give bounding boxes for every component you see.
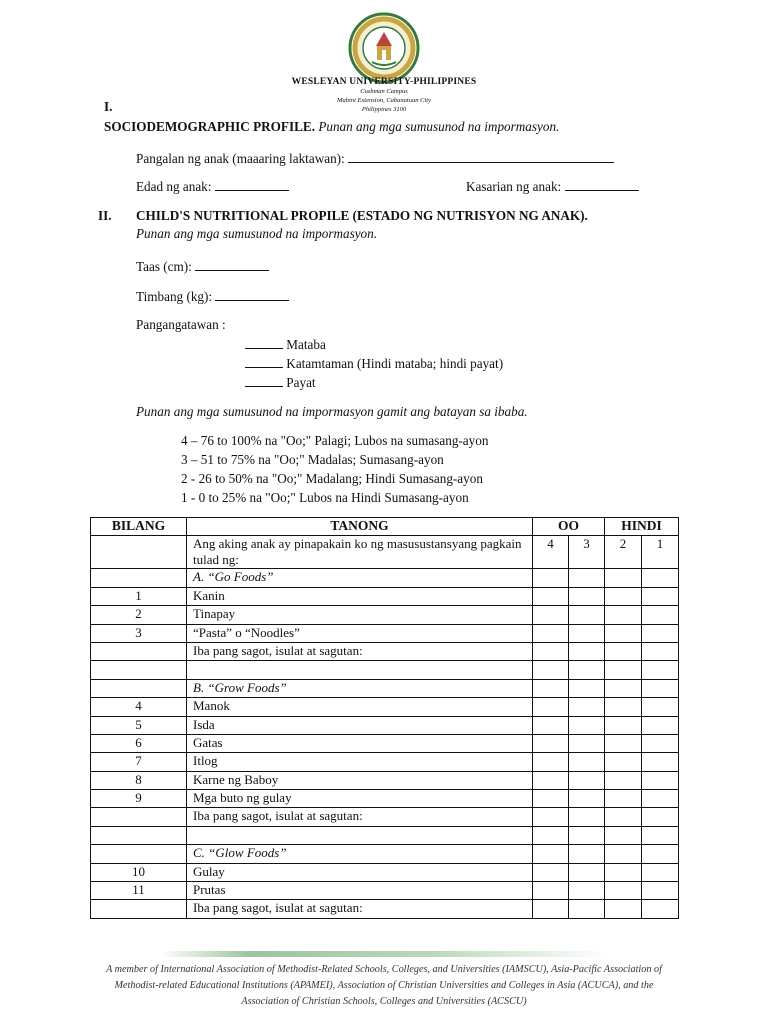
answer-cell[interactable] (569, 790, 605, 808)
height-field (136, 258, 269, 275)
table-cell[interactable] (187, 661, 533, 679)
answer-cell[interactable] (605, 698, 642, 716)
answer-cell[interactable] (605, 587, 642, 605)
answer-cell[interactable] (605, 606, 642, 624)
table-row (91, 624, 679, 642)
table-row (91, 716, 679, 734)
answer-cell[interactable] (569, 808, 605, 826)
row-question: Manok (187, 698, 533, 716)
row-question: Karne ng Baboy (187, 771, 533, 789)
answer-cell[interactable] (605, 734, 642, 752)
category-label: C. “Glow Foods” (187, 845, 533, 863)
section-1-title: SOCIODEMOGRAPHIC PROFILE. (104, 119, 316, 134)
table-row (91, 587, 679, 605)
body-option-label: Katamtaman (Hindi mataba; hindi payat) (286, 356, 504, 371)
table-cell (91, 569, 187, 587)
table-cell[interactable] (91, 661, 187, 679)
child-name-field (136, 150, 614, 167)
answer-cell[interactable] (569, 569, 605, 587)
answer-cell[interactable] (642, 863, 679, 881)
row-question: Itlog (187, 753, 533, 771)
answer-cell[interactable] (533, 679, 569, 697)
answer-cell[interactable] (605, 790, 642, 808)
answer-cell[interactable] (569, 716, 605, 734)
answer-cell[interactable] (605, 771, 642, 789)
answer-cell[interactable] (569, 624, 605, 642)
other-answer-label: Iba pang sagot, isulat at sagutan: (187, 808, 533, 826)
table-cell (91, 808, 187, 826)
table-cell (91, 642, 187, 660)
row-question: “Pasta” o “Noodles” (187, 624, 533, 642)
row-question: Gatas (187, 734, 533, 752)
table-row (91, 698, 679, 716)
answer-cell[interactable] (642, 679, 679, 697)
nutrition-survey-table (90, 517, 679, 919)
row-number: 3 (91, 624, 187, 642)
body-option-blank[interactable] (245, 336, 283, 349)
answer-cell[interactable] (642, 642, 679, 660)
category-row (91, 845, 679, 863)
answer-cell[interactable] (642, 753, 679, 771)
scale-item-2: 2 - 26 to 50% na "Oo;" Madalang; Hindi Sumasang-ayon (181, 471, 483, 486)
row-question: Tinapay (187, 606, 533, 624)
answer-cell[interactable] (605, 569, 642, 587)
row-question: Kanin (187, 587, 533, 605)
header-oo: OO (533, 518, 605, 536)
answer-cell[interactable] (533, 716, 569, 734)
scale-value-1: 1 (642, 536, 679, 569)
answer-cell[interactable] (533, 845, 569, 863)
answer-cell[interactable] (605, 808, 642, 826)
table-row (91, 753, 679, 771)
scale-value-3: 3 (569, 536, 605, 569)
answer-cell[interactable] (533, 771, 569, 789)
age-blank[interactable] (215, 178, 289, 191)
category-label: A. “Go Foods” (187, 569, 533, 587)
intro-text: Ang aking anak ay pinapakain ko ng masusustansyang pagkain tulad ng: (187, 536, 533, 569)
table-cell (91, 679, 187, 697)
answer-cell[interactable] (642, 587, 679, 605)
row-number: 8 (91, 771, 187, 789)
answer-cell[interactable] (533, 753, 569, 771)
row-question: Prutas (187, 882, 533, 900)
other-answer-label: Iba pang sagot, isulat at sagutan: (187, 642, 533, 660)
answer-cell[interactable] (569, 606, 605, 624)
answer-cell[interactable] (605, 642, 642, 660)
answer-cell[interactable] (569, 642, 605, 660)
answer-cell[interactable] (533, 624, 569, 642)
scale-value-2: 2 (605, 536, 642, 569)
weight-blank[interactable] (215, 288, 289, 301)
category-label: B. “Grow Foods” (187, 679, 533, 697)
body-option-blank[interactable] (245, 374, 283, 387)
body-option-katamtaman (245, 355, 503, 372)
answer-cell[interactable] (642, 771, 679, 789)
table-cell[interactable] (187, 826, 533, 844)
table-cell (91, 536, 187, 569)
height-label: Taas (cm): (136, 259, 192, 274)
answer-cell[interactable] (533, 569, 569, 587)
row-number: 1 (91, 587, 187, 605)
category-row (91, 569, 679, 587)
answer-cell[interactable] (569, 698, 605, 716)
other-answer-row (91, 808, 679, 826)
row-number: 9 (91, 790, 187, 808)
answer-cell[interactable] (605, 863, 642, 881)
footer-divider (160, 951, 610, 957)
answer-cell[interactable] (642, 882, 679, 900)
other-answer-row (91, 900, 679, 918)
answer-cell[interactable] (533, 661, 569, 679)
answer-cell[interactable] (642, 790, 679, 808)
answer-cell[interactable] (569, 661, 605, 679)
answer-cell[interactable] (569, 771, 605, 789)
table-row (91, 863, 679, 881)
child-name-label: Pangalan ng anak (maaaring laktawan): (136, 151, 345, 166)
answer-cell[interactable] (569, 826, 605, 844)
scale-instruction: Punan ang mga sumusunod na impormasyon gamit ang batayan sa ibaba. (136, 404, 528, 419)
row-number: 5 (91, 716, 187, 734)
answer-cell[interactable] (569, 753, 605, 771)
answer-cell[interactable] (533, 790, 569, 808)
answer-cell[interactable] (642, 808, 679, 826)
blank-answer-row (91, 661, 679, 679)
university-name: WESLEYAN UNIVERSITY-PHILIPPINES (291, 77, 477, 87)
table-row (91, 771, 679, 789)
height-blank[interactable] (195, 258, 269, 271)
age-label: Edad ng anak: (136, 179, 212, 194)
answer-cell[interactable] (605, 900, 642, 918)
body-type-label: Pangangatawan : (136, 317, 226, 332)
category-row (91, 679, 679, 697)
weight-field (136, 288, 289, 305)
section-1-heading (104, 119, 559, 135)
answer-cell[interactable] (569, 679, 605, 697)
sex-blank[interactable] (565, 178, 639, 191)
address-line-1: Mabini Extension, Cabanatuan City (337, 97, 431, 104)
scale-value-4: 4 (533, 536, 569, 569)
university-seal-logo (348, 12, 420, 84)
answer-cell[interactable] (569, 863, 605, 881)
answer-cell[interactable] (642, 826, 679, 844)
answer-cell[interactable] (642, 716, 679, 734)
body-option-payat (245, 374, 316, 391)
scale-item-1: 1 - 0 to 25% na "Oo;" Lubos na Hindi Sumasang-ayon (181, 490, 469, 505)
sex-label: Kasarian ng anak: (466, 179, 562, 194)
answer-cell[interactable] (569, 587, 605, 605)
section-2-title: CHILD'S NUTRITIONAL PROPILE (ESTADO NG NUTRISYON NG ANAK). (136, 208, 588, 223)
header-bilang: BILANG (91, 518, 187, 536)
answer-cell[interactable] (642, 845, 679, 863)
table-intro-row (91, 536, 679, 569)
header-hindi: HINDI (605, 518, 679, 536)
campus-name: Cushman Campus (360, 88, 408, 95)
answer-cell[interactable] (605, 753, 642, 771)
age-field (136, 178, 289, 195)
answer-cell[interactable] (605, 679, 642, 697)
row-number: 10 (91, 863, 187, 881)
other-answer-row (91, 642, 679, 660)
table-cell (91, 845, 187, 863)
answer-cell[interactable] (642, 734, 679, 752)
section-1-numeral: I. (104, 99, 113, 114)
body-option-mataba (245, 336, 326, 353)
answer-cell[interactable] (605, 882, 642, 900)
scale-item-3: 3 – 51 to 75% na "Oo;" Madalas; Sumasang-ayon (181, 452, 444, 467)
answer-cell[interactable] (533, 808, 569, 826)
answer-cell[interactable] (533, 606, 569, 624)
header-tanong: TANONG (187, 518, 533, 536)
table-row (91, 790, 679, 808)
answer-cell[interactable] (642, 900, 679, 918)
row-number: 4 (91, 698, 187, 716)
row-number: 2 (91, 606, 187, 624)
answer-cell[interactable] (533, 587, 569, 605)
answer-cell[interactable] (533, 734, 569, 752)
table-row (91, 606, 679, 624)
weight-label: Timbang (kg): (136, 289, 213, 304)
footer-membership-text: A member of International Association of Methodist-Related Schools, Colleges, and Universities (IAMSCU), Asia-Pacific Association of Methodist-related Educational Institutions (APAMEI), Association of Christian Universities and Colleges in Asia (ACUCA), and the Association of Christian Schools, Colleges and Universities (ACSCU) (106, 964, 662, 1007)
answer-cell[interactable] (642, 661, 679, 679)
answer-cell[interactable] (569, 882, 605, 900)
answer-cell[interactable] (533, 826, 569, 844)
row-question: Gulay (187, 863, 533, 881)
answer-cell[interactable] (605, 624, 642, 642)
table-row (91, 882, 679, 900)
answer-cell[interactable] (642, 698, 679, 716)
row-number: 7 (91, 753, 187, 771)
answer-cell[interactable] (605, 826, 642, 844)
body-option-label: Payat (286, 375, 316, 390)
answer-cell[interactable] (533, 642, 569, 660)
answer-cell[interactable] (605, 845, 642, 863)
answer-cell[interactable] (605, 716, 642, 734)
section-2-numeral: II. (98, 208, 112, 223)
answer-cell[interactable] (569, 900, 605, 918)
blank-answer-row (91, 826, 679, 844)
row-question: Isda (187, 716, 533, 734)
answer-cell[interactable] (569, 734, 605, 752)
section-1-instruction: Punan ang mga sumusunod na impormasyon. (318, 119, 560, 134)
answer-cell[interactable] (642, 624, 679, 642)
answer-cell[interactable] (533, 698, 569, 716)
body-option-blank[interactable] (245, 355, 283, 368)
body-option-label: Mataba (286, 337, 326, 352)
child-name-blank[interactable] (348, 150, 614, 163)
table-header-row (91, 518, 679, 536)
row-question: Mga buto ng gulay (187, 790, 533, 808)
row-number: 11 (91, 882, 187, 900)
section-2-instruction: Punan ang mga sumusunod na impormasyon. (136, 226, 378, 241)
address-line-2: Philippines 3100 (361, 106, 407, 113)
other-answer-label: Iba pang sagot, isulat at sagutan: (187, 900, 533, 918)
answer-cell[interactable] (642, 606, 679, 624)
answer-cell[interactable] (569, 845, 605, 863)
answer-cell[interactable] (533, 863, 569, 881)
table-cell[interactable] (91, 826, 187, 844)
answer-cell[interactable] (642, 569, 679, 587)
answer-cell[interactable] (605, 661, 642, 679)
table-cell (91, 900, 187, 918)
sex-field (466, 178, 639, 195)
scale-item-4: 4 – 76 to 100% na "Oo;" Palagi; Lubos na sumasang-ayon (181, 433, 489, 448)
answer-cell[interactable] (533, 882, 569, 900)
table-row (91, 734, 679, 752)
answer-cell[interactable] (533, 900, 569, 918)
row-number: 6 (91, 734, 187, 752)
